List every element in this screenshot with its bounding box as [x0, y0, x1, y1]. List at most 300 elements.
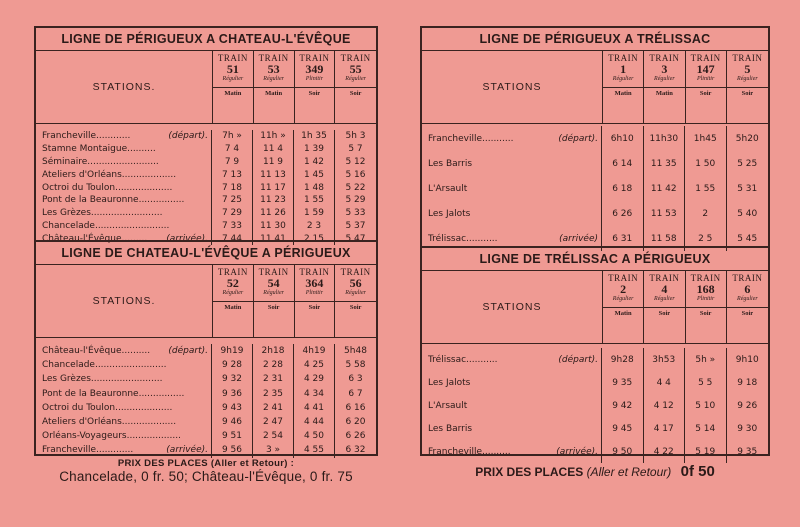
time-cell: 4 50 — [294, 429, 335, 443]
train-column-header — [603, 51, 644, 123]
timetable-perigueux-chateau-leveque — [34, 26, 378, 242]
train-word: TRAIN — [608, 53, 639, 63]
train-column-header — [213, 51, 254, 123]
time-cell: 6 16 — [345, 402, 366, 413]
train-word: TRAIN — [649, 53, 680, 63]
table-body — [422, 344, 768, 463]
train-kind: Plinitir — [696, 76, 715, 83]
table-row — [36, 415, 376, 429]
time-cell: 7 29 — [212, 207, 253, 220]
time-cell: 9 26 — [737, 400, 758, 411]
train-period: Soir — [644, 307, 684, 320]
table-row — [422, 126, 768, 151]
train-num: 147 — [696, 62, 715, 77]
time-cell: 11 13 — [253, 168, 294, 181]
time-cell: 6 7 — [348, 388, 363, 399]
station-name-cell — [36, 181, 212, 194]
station-name: Pont de la Beauronne................ — [42, 195, 185, 206]
station-name-cell — [36, 194, 212, 207]
train-column-header — [335, 265, 376, 337]
train-kind: Régulier — [612, 296, 634, 303]
train-word: TRAIN — [732, 273, 763, 283]
table-header — [422, 271, 768, 344]
table-row — [36, 443, 376, 457]
time-cell: 7 25 — [212, 194, 253, 207]
time-cell: 6 18 — [602, 176, 644, 201]
table-row — [36, 387, 376, 401]
time-cell: 1 42 — [294, 156, 335, 169]
time-cell: 9 46 — [212, 415, 253, 429]
stations-header: STATIONS. — [36, 265, 213, 337]
table-row — [422, 417, 768, 440]
time-cell: 9 42 — [602, 394, 644, 417]
station-name: Orléans-Voyageurs................... — [42, 431, 181, 442]
train-column-header — [254, 265, 295, 337]
train-column-header — [686, 51, 727, 123]
train-column-header — [727, 271, 768, 343]
time-cell: 11 4 — [253, 143, 294, 156]
train-period: Soir — [727, 307, 768, 320]
train-kind: Régulier — [263, 76, 284, 83]
train-word: TRAIN — [299, 53, 330, 63]
train-period: Matin — [213, 301, 253, 314]
table-row — [36, 143, 376, 156]
time-cell: 5 7 — [348, 144, 363, 155]
time-cell: 1 48 — [294, 181, 335, 194]
station-note: (départ). — [168, 131, 208, 142]
station-note: (arrivée). — [166, 233, 208, 244]
time-cell: 5h 3 — [345, 131, 366, 142]
table-title: LIGNE DE TRÉLISSAC A PÉRIGUEUX — [422, 248, 768, 271]
train-column-header — [644, 271, 685, 343]
time-cell: 7 4 — [212, 143, 253, 156]
station-name: Les Grèzes......................... — [42, 374, 163, 385]
station-name-cell — [36, 156, 212, 169]
train-word: TRAIN — [217, 267, 248, 277]
station-name-cell — [36, 130, 212, 143]
time-cell: 2 — [685, 201, 727, 226]
station-note: (arrivée) — [559, 233, 598, 244]
time-cell: 7 33 — [212, 220, 253, 233]
train-word: TRAIN — [258, 267, 289, 277]
station-name-cell — [36, 358, 212, 372]
station-note: (arrivée). — [556, 446, 598, 457]
time-cell: 1 50 — [685, 151, 727, 176]
train-column-header — [335, 51, 376, 123]
train-kind: Plinitir — [305, 76, 324, 83]
station-name: Francheville............ — [42, 131, 131, 142]
station-name-cell — [422, 348, 602, 371]
train-word: TRAIN — [690, 273, 721, 283]
train-word: TRAIN — [340, 267, 371, 277]
station-name-cell — [422, 417, 602, 440]
table-body — [36, 124, 376, 245]
time-cell: 6 20 — [345, 417, 366, 428]
time-cell: 5 22 — [345, 182, 366, 193]
train-kind: Régulier — [222, 290, 244, 297]
train-num: 4 — [661, 282, 668, 297]
time-cell: 11 53 — [644, 201, 686, 226]
table-header — [36, 265, 376, 338]
time-cell: 1 45 — [294, 168, 335, 181]
train-num: 2 — [620, 282, 627, 297]
station-note: (départ). — [558, 133, 598, 144]
train-num: 349 — [305, 62, 324, 77]
time-cell: 5 5 — [685, 371, 727, 394]
train-word: TRAIN — [649, 273, 680, 283]
time-cell: 4 22 — [644, 440, 686, 463]
table-row — [422, 176, 768, 201]
train-word: TRAIN — [340, 53, 371, 63]
time-cell: 1h45 — [685, 126, 727, 151]
train-word: TRAIN — [732, 53, 763, 63]
stations-header: STATIONS — [422, 271, 603, 343]
time-cell: 2 31 — [253, 372, 294, 386]
station-name: Pont de la Beauronne................ — [42, 388, 185, 399]
table-row — [36, 181, 376, 194]
station-name-cell — [36, 344, 212, 358]
time-cell: 5 10 — [685, 394, 727, 417]
station-name: Francheville............. — [42, 445, 134, 456]
station-name: Octroi du Toulon.................... — [42, 182, 173, 193]
time-cell: 9h19 — [212, 344, 253, 358]
time-cell: 1 39 — [294, 143, 335, 156]
train-period: Matin — [603, 87, 643, 100]
time-cell: 5 29 — [345, 195, 366, 206]
train-kind: Régulier — [345, 76, 366, 83]
time-cell: 2h18 — [253, 344, 294, 358]
station-name: Ateliers d'Orléans................... — [42, 169, 177, 180]
table-row — [36, 220, 376, 233]
time-cell: 4 4 — [644, 371, 686, 394]
table-body — [422, 124, 768, 251]
time-cell: 9 50 — [602, 440, 644, 463]
train-word: TRAIN — [217, 53, 248, 63]
time-cell: 5 58 — [345, 360, 366, 371]
station-name: Les Barris — [428, 423, 473, 434]
time-cell: 5 14 — [685, 417, 727, 440]
table-row — [422, 440, 768, 463]
table-title: LIGNE DE PÉRIGUEUX A TRÉLISSAC — [422, 28, 768, 51]
price-note-left — [34, 458, 378, 484]
station-name: Château-l'Évêque.......... — [42, 346, 151, 357]
stations-header: STATIONS. — [36, 51, 213, 123]
station-name: Octroi du Toulon.................... — [42, 402, 173, 413]
train-num: 54 — [267, 276, 280, 291]
table-row — [36, 401, 376, 415]
train-kind: Régulier — [222, 76, 244, 83]
train-kind: Régulier — [737, 76, 758, 83]
station-name-cell — [422, 201, 602, 226]
price-title: PRIX DES PLACES — [475, 465, 584, 479]
station-name: Trélissac........... — [428, 354, 498, 365]
train-column-header — [295, 51, 336, 123]
time-cell: 6 26 — [602, 201, 644, 226]
time-cell: 5 47 — [345, 233, 366, 244]
table-row — [36, 429, 376, 443]
train-num: 55 — [349, 62, 362, 77]
train-period: Soir — [686, 307, 726, 320]
station-name-cell — [422, 371, 602, 394]
train-column-header — [213, 265, 254, 337]
time-cell: 9 18 — [737, 377, 758, 388]
time-cell: 6 26 — [345, 431, 366, 442]
train-word: TRAIN — [299, 267, 330, 277]
time-cell: 4 25 — [294, 358, 335, 372]
time-cell: 4 29 — [294, 372, 335, 386]
timetable-trelissac-perigueux — [420, 246, 770, 456]
station-name: Stamne Montaigue.......... — [42, 144, 156, 155]
time-cell: 7 44 — [212, 232, 253, 245]
table-header — [36, 51, 376, 124]
station-name: Les Jalots — [428, 208, 471, 219]
table-row — [36, 130, 376, 143]
time-cell: 4 12 — [644, 394, 686, 417]
time-cell: 1 55 — [294, 194, 335, 207]
time-cell: 4h19 — [294, 344, 335, 358]
time-cell: 11 58 — [644, 226, 686, 251]
time-cell: 6 32 — [345, 445, 366, 456]
time-cell: 1 55 — [685, 176, 727, 201]
station-name: Les Grèzes......................... — [42, 208, 163, 219]
station-name: Les Jalots — [428, 377, 471, 388]
station-name: Francheville.......... — [428, 446, 511, 457]
time-cell: 6 14 — [602, 151, 644, 176]
station-name-cell — [422, 440, 602, 463]
table-row — [422, 201, 768, 226]
table-row — [422, 394, 768, 417]
time-cell: 11 26 — [253, 207, 294, 220]
time-cell: 4 34 — [294, 387, 335, 401]
station-name-cell — [36, 387, 212, 401]
train-column-header — [295, 265, 336, 337]
time-cell: 9 56 — [212, 443, 253, 457]
train-num: 6 — [744, 282, 751, 297]
time-cell: 9 28 — [212, 358, 253, 372]
price-detail: Chancelade, 0 fr. 50; Château-l'Évêque, 0 fr. 75 — [59, 469, 353, 484]
price-title: PRIX DES PLACES (Aller et Retour) : — [117, 458, 295, 469]
train-period: Matin — [213, 87, 253, 100]
time-cell: 9 51 — [212, 429, 253, 443]
station-name-cell — [36, 429, 212, 443]
train-period: Matin — [603, 307, 643, 320]
station-name: Séminaire......................... — [42, 156, 159, 167]
train-column-header — [727, 51, 768, 123]
time-cell: 5 16 — [345, 169, 366, 180]
train-kind: Régulier — [263, 290, 284, 297]
station-name-cell — [36, 168, 212, 181]
train-word: TRAIN — [258, 53, 289, 63]
time-cell: 9h28 — [602, 348, 644, 371]
station-name-cell — [36, 443, 212, 457]
time-cell: 4 55 — [294, 443, 335, 457]
train-kind: Plinitir — [305, 290, 324, 297]
table-row — [422, 151, 768, 176]
train-column-header — [254, 51, 295, 123]
train-kind: Régulier — [737, 296, 758, 303]
time-cell: 5 40 — [737, 208, 758, 219]
time-cell: 5 31 — [737, 183, 758, 194]
timetable-perigueux-trelissac — [420, 26, 770, 248]
time-cell: 11h30 — [644, 126, 686, 151]
time-cell: 6h10 — [602, 126, 644, 151]
table-row — [36, 194, 376, 207]
time-cell: 2 3 — [294, 220, 335, 233]
station-name-cell — [422, 176, 602, 201]
table-row — [422, 371, 768, 394]
price-paren: (Aller et Retour) — [586, 465, 672, 479]
train-column-header — [603, 271, 644, 343]
table-row — [36, 156, 376, 169]
time-cell: 9 36 — [212, 387, 253, 401]
train-column-header — [644, 51, 685, 123]
table-title: LIGNE DE CHATEAU-L'ÉVÊQUE A PÉRIGUEUX — [36, 242, 376, 265]
time-cell: 5h » — [685, 348, 727, 371]
time-cell: 1h 35 — [294, 130, 335, 143]
time-cell: 5h20 — [735, 133, 759, 144]
time-cell: 4 17 — [644, 417, 686, 440]
table-body — [36, 338, 376, 458]
time-cell: 9 35 — [602, 371, 644, 394]
station-name: Trélissac........... — [428, 233, 498, 244]
station-name-cell — [36, 143, 212, 156]
table-row — [36, 207, 376, 220]
station-name: Ateliers d'Orléans................... — [42, 417, 177, 428]
time-cell: 11 30 — [253, 220, 294, 233]
train-kind: Régulier — [345, 290, 366, 297]
time-cell: 9 43 — [212, 401, 253, 415]
train-period: Matin — [254, 87, 294, 100]
time-cell: 11 42 — [644, 176, 686, 201]
time-cell: 9 30 — [737, 423, 758, 434]
time-cell: 7 9 — [212, 156, 253, 169]
time-cell: 7 18 — [212, 181, 253, 194]
table-header — [422, 51, 768, 124]
station-name-cell — [422, 394, 602, 417]
train-num: 52 — [226, 276, 239, 291]
time-cell: 9 45 — [602, 417, 644, 440]
time-cell: 9 35 — [737, 446, 758, 457]
train-column-header — [686, 271, 727, 343]
table-row — [36, 344, 376, 358]
stations-header: STATIONS — [422, 51, 603, 123]
time-cell: 4 44 — [294, 415, 335, 429]
table-row — [36, 358, 376, 372]
time-cell: 11 23 — [253, 194, 294, 207]
train-num: 3 — [661, 62, 668, 77]
train-kind: Plinitir — [696, 296, 715, 303]
time-cell: 5h48 — [344, 346, 367, 357]
station-name: Les Barris — [428, 158, 473, 169]
station-name-cell — [36, 207, 212, 220]
station-note: (départ). — [558, 354, 598, 365]
train-period: Soir — [727, 87, 768, 100]
station-name-cell — [422, 126, 602, 151]
train-kind: Régulier — [654, 296, 675, 303]
station-name: L'Arsault — [428, 400, 468, 411]
train-kind: Régulier — [612, 76, 634, 83]
time-cell: 11 17 — [253, 181, 294, 194]
train-num: 364 — [305, 276, 324, 291]
train-period: Matin — [644, 87, 684, 100]
time-cell: 5 25 — [737, 158, 758, 169]
time-cell: 2 41 — [253, 401, 294, 415]
station-name-cell — [36, 401, 212, 415]
station-name: Francheville........... — [428, 133, 514, 144]
time-cell: 1 59 — [294, 207, 335, 220]
price-amount: 0f 50 — [680, 463, 715, 480]
train-word: TRAIN — [690, 53, 721, 63]
time-cell: 11 9 — [253, 156, 294, 169]
table-row — [36, 372, 376, 386]
station-name: Chancelade.......................... — [42, 220, 170, 231]
station-name-cell — [422, 151, 602, 176]
time-cell: 3 » — [253, 443, 294, 457]
time-cell: 7 13 — [212, 168, 253, 181]
station-note: (arrivée). — [166, 445, 208, 456]
time-cell: 5 33 — [345, 208, 366, 219]
time-cell: 2 54 — [253, 429, 294, 443]
train-num: 1 — [620, 62, 627, 77]
train-period: Soir — [686, 87, 726, 100]
time-cell: 9h10 — [735, 354, 759, 365]
time-cell: 5 12 — [345, 156, 366, 167]
time-cell: 2 5 — [685, 226, 727, 251]
train-num: 168 — [696, 282, 715, 297]
time-cell: 11 41 — [253, 232, 294, 245]
table-row — [422, 348, 768, 371]
time-cell: 5 19 — [685, 440, 727, 463]
train-num: 51 — [226, 62, 239, 77]
price-note-right — [420, 463, 770, 480]
station-name: L'Arsault — [428, 183, 468, 194]
train-kind: Régulier — [654, 76, 675, 83]
train-period: Soir — [254, 301, 294, 314]
time-cell: 11 35 — [644, 151, 686, 176]
time-cell: 11h » — [253, 130, 294, 143]
timetable-chateau-leveque-perigueux — [34, 240, 378, 456]
time-cell: 2 35 — [253, 387, 294, 401]
time-cell: 2 47 — [253, 415, 294, 429]
time-cell: 9 32 — [212, 372, 253, 386]
time-cell: 5 45 — [737, 233, 758, 244]
time-cell: 5 37 — [345, 220, 366, 231]
table-title: LIGNE DE PÉRIGUEUX A CHATEAU-L'ÉVÊQUE — [36, 28, 376, 51]
station-name-cell — [36, 372, 212, 386]
train-num: 56 — [349, 276, 362, 291]
time-cell: 7h » — [212, 130, 253, 143]
station-note: (départ). — [168, 346, 208, 357]
time-cell: 4 41 — [294, 401, 335, 415]
time-cell: 6 3 — [348, 374, 363, 385]
time-cell: 2 28 — [253, 358, 294, 372]
station-name-cell — [36, 220, 212, 233]
station-name-cell — [36, 415, 212, 429]
train-num: 5 — [744, 62, 751, 77]
train-period: Soir — [295, 87, 335, 100]
station-name: Chancelade......................... — [42, 360, 167, 371]
station-name: Château-l'Évêque......... — [42, 233, 148, 244]
table-row — [36, 168, 376, 181]
train-period: Soir — [335, 301, 376, 314]
time-cell: 2 15 — [294, 232, 335, 245]
train-num: 53 — [267, 62, 280, 77]
train-period: Soir — [295, 301, 335, 314]
train-word: TRAIN — [608, 273, 639, 283]
time-cell: 6 31 — [602, 226, 644, 251]
time-cell: 3h53 — [644, 348, 686, 371]
train-period: Soir — [335, 87, 376, 100]
